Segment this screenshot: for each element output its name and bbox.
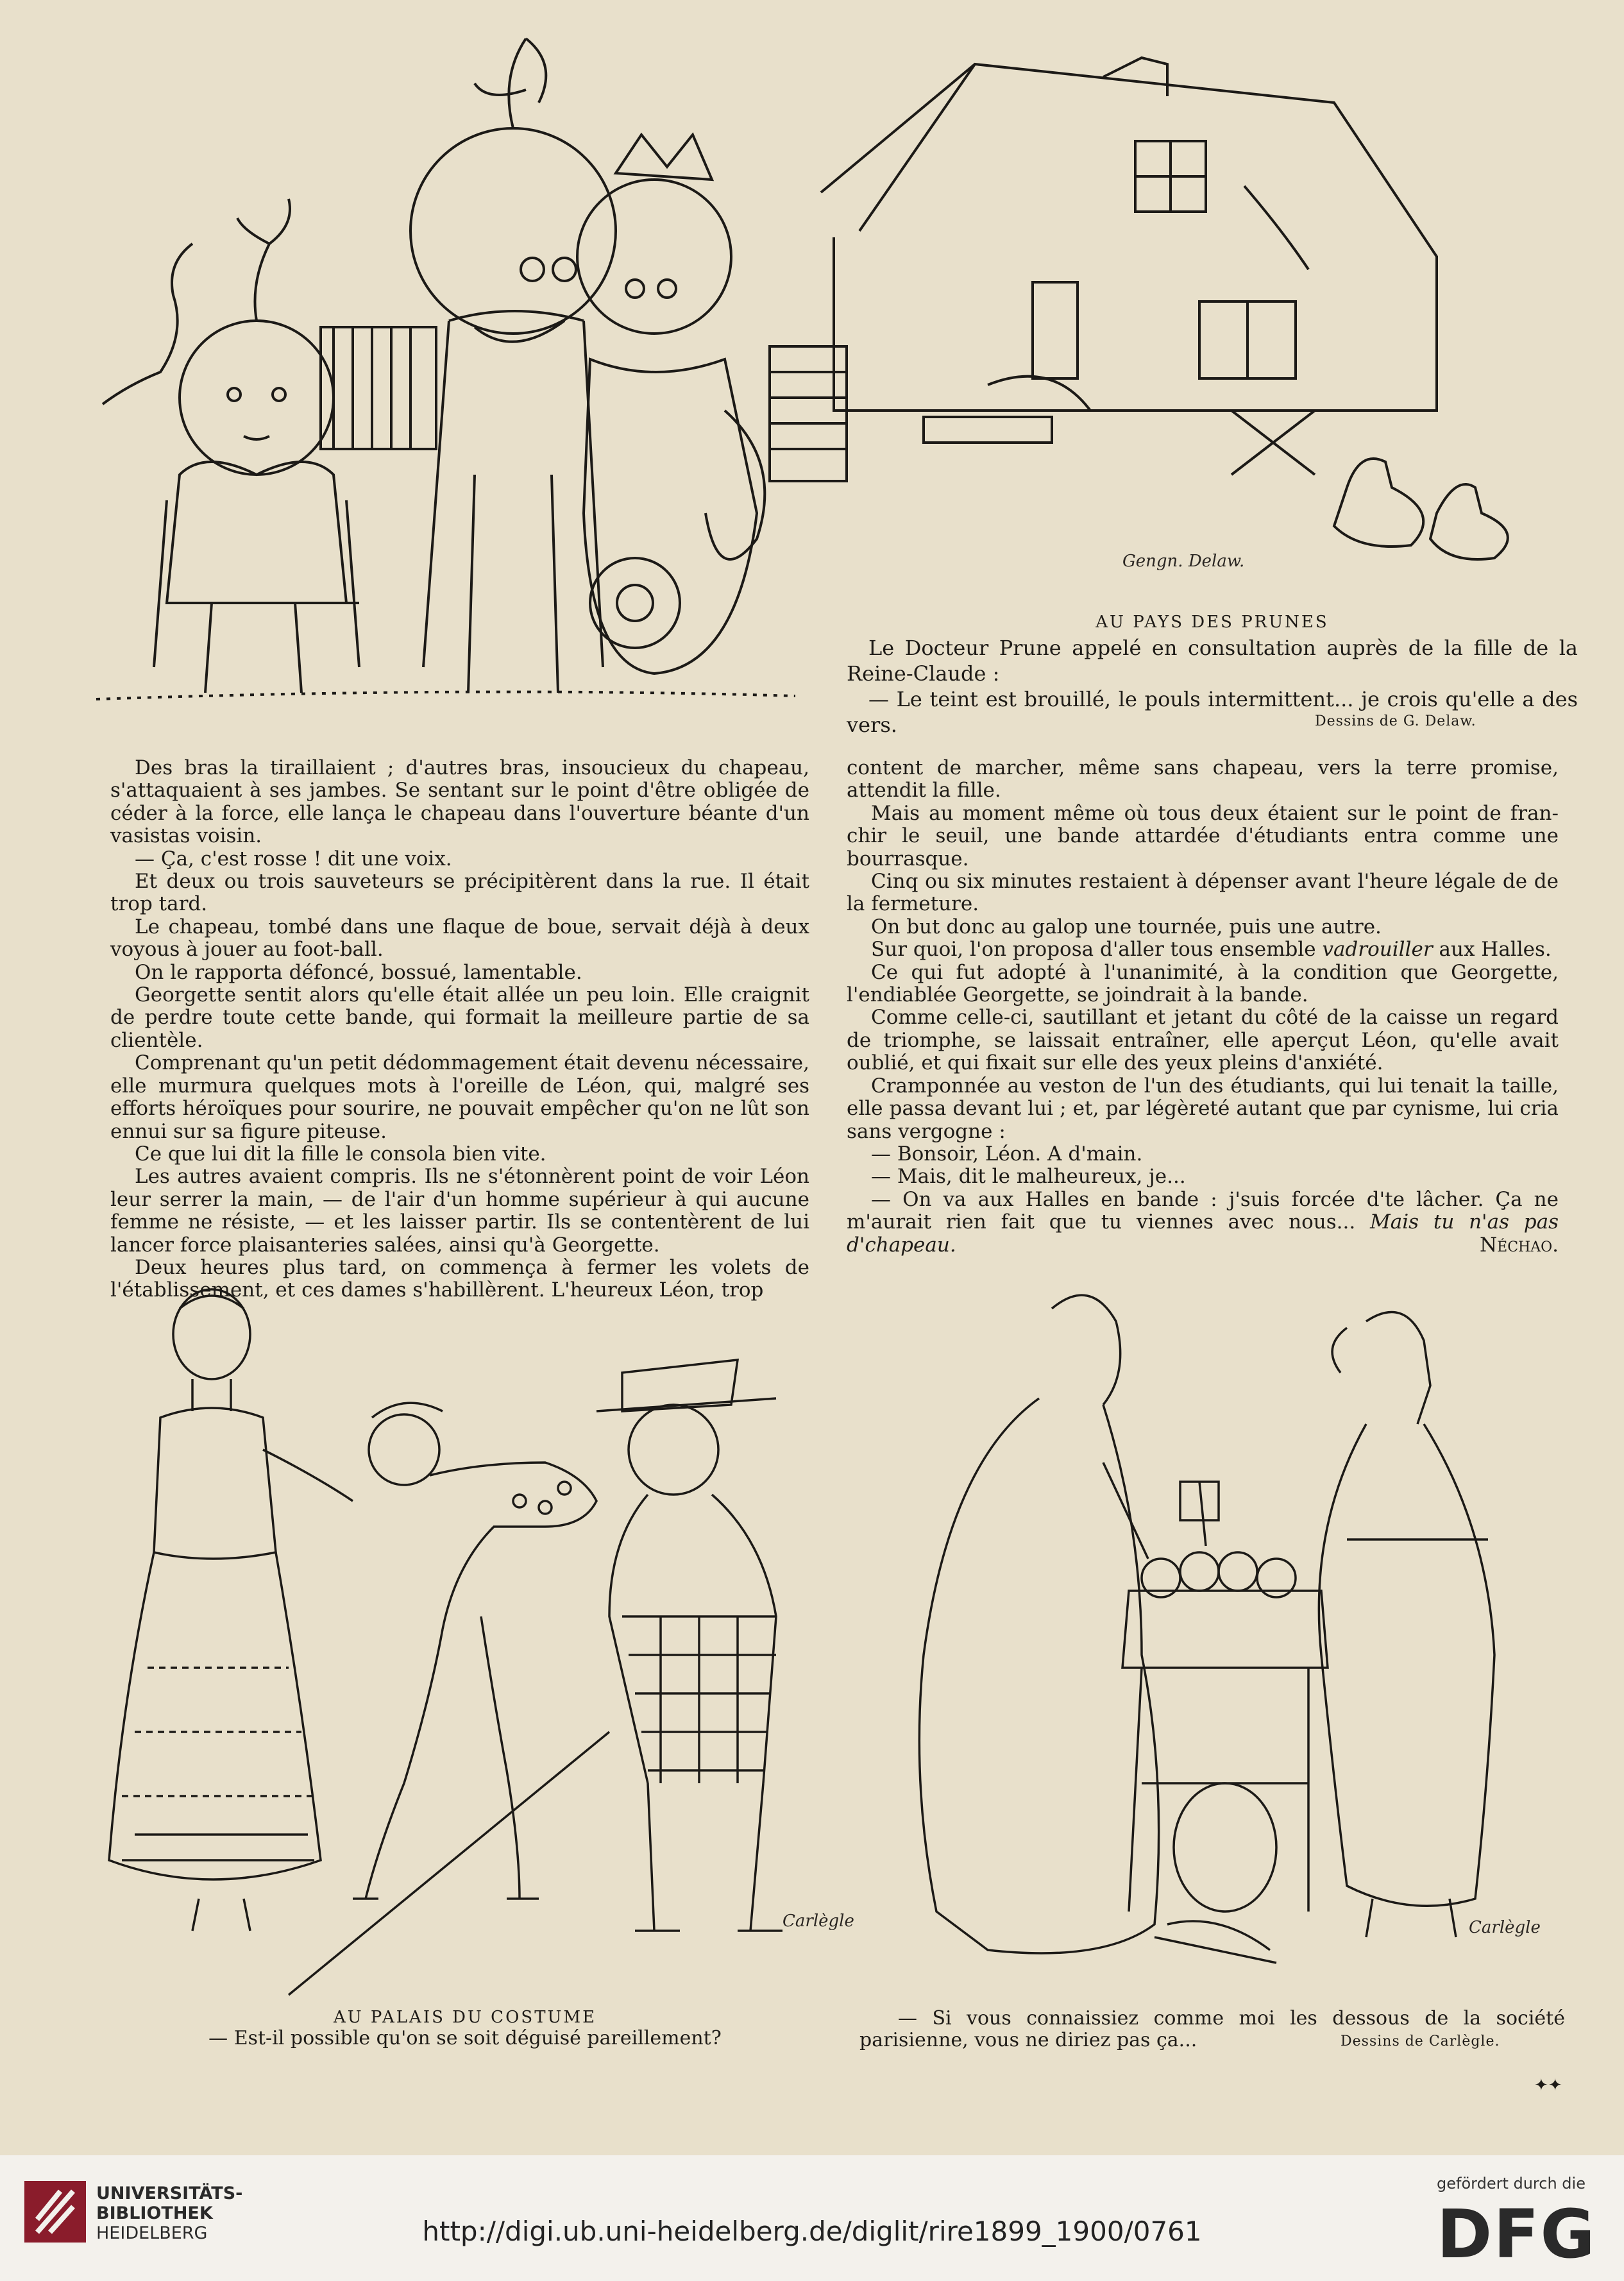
right-paragraph-last <box>847 1189 1559 1257</box>
document-url[interactable]: http://digi.ub.uni-heidelberg.de/diglit/rire1899_1900/0761 <box>422 2216 1202 2247</box>
left-paragraph: Le chapeau, tombé dans une flaque de boue, servait déjà à deux voyous à jouer au foot-ball. <box>110 915 809 962</box>
right-paragraph: Mais au moment même où tous deux étaient sur le point de franchir le seuil, une bande attardée d'étudiants entra comme une bourrasque. <box>847 801 1559 870</box>
right-paragraph: Comme celle-ci, sautillant et jetant du côté de la caisse un regard de triomphe, se laissait entraîner, elle aperçut Léon, qu'elle avait oublié, et qui fixait sur elle des yeux pleins d'anxiété. <box>847 1006 1559 1075</box>
top-illustration <box>90 26 1539 706</box>
last-paragraph-italic: Mais tu n'as pas d'chapeau. <box>847 1210 1559 1257</box>
left-paragraph: On le rapporta défoncé, bossué, lamentable. <box>135 960 582 984</box>
fruit-family-and-farmhouse-drawing <box>90 26 1539 706</box>
article-right-column <box>847 757 1559 1257</box>
left-paragraph: Comprenant qu'un petit dédommagement était devenu nécessaire, elle murmura quelques mots à l'oreille de Léon, qui, malgré ses efforts héroïques pour sourire, ne pouvait empêcher qu'on ne lût son ennui sur sa figure piteuse. <box>110 1051 809 1143</box>
right-paragraph: — Mais, dit le malheureux, je... <box>871 1165 1186 1189</box>
market-women-drawing <box>859 1270 1565 2001</box>
sur-quoi-italic: vadrouiller <box>1322 938 1433 962</box>
left-paragraph: Des bras la tiraillaient ; d'autres bras, insoucieux du chapeau, s'attaquaient à ses jambes. Se sentant sur le point d'être obligée de céder à la force, elle lança le chapeau dans l'ouverture béante d'un vasistas voisin. <box>110 756 809 848</box>
article-author: Néchao. <box>1480 1233 1559 1257</box>
left-paragraph: Les autres avaient compris. Ils ne s'étonnèrent point de voir Léon leur serrer la main, — de l'air d'un homme supérieur à qui aucune femme ne résiste, — et les laisser partir. Ils se contentèrent de lui lancer force plaisanteries salées, ainsi qu'à Georgette. <box>110 1165 809 1257</box>
sponsor-text: gefördert durch die <box>1437 2175 1586 2192</box>
top-caption-title: AU PAYS DES PRUNES <box>1095 613 1329 632</box>
left-paragraph: Et deux ou trois sauveteurs se précipitèrent dans la rue. Il était trop tard. <box>110 870 809 916</box>
bottom-left-caption-title: AU PALAIS DU COSTUME <box>333 2008 597 2027</box>
right-paragraph: — Bonsoir, Léon. A d'main. <box>871 1142 1143 1166</box>
top-caption-line-1: Le Docteur Prune appelé en consultation auprès de la fille de la Reine-Claude : <box>847 636 1578 686</box>
page-marks: ✦✦ <box>1534 2076 1562 2095</box>
left-paragraph: — Ça, c'est rosse ! dit une voix. <box>135 847 452 870</box>
bottom-right-illustration <box>859 1270 1565 2001</box>
bottom-right-caption: — Si vous connaissiez comme moi les dessous de la société parisienne, vous ne diriez pas ça... <box>859 2007 1565 2051</box>
dfg-logo: DFG <box>1437 2195 1596 2273</box>
library-line-3: HEIDELBERG <box>96 2223 208 2243</box>
costume-palace-drawing <box>96 1283 827 2001</box>
right-paragraph: Cinq ou six minutes restaient à dépenser avant l'heure légale de de la fermeture. <box>847 870 1559 916</box>
right-paragraph: Cramponnée au veston de l'un des étudiants, qui lui tenait la taille, elle passa devant lui ; et, par légèreté autant que par cynisme, lui cria sans vergogne : <box>847 1074 1559 1143</box>
bottom-right-signature: Carlègle <box>1469 1918 1541 1937</box>
right-paragraph-sur-quoi <box>847 938 1559 961</box>
last-paragraph-text: — On va aux Halles en bande : j'suis forcée d'te lâcher. Ça ne m'aurait rien fait que tu viennes avec nous... <box>847 1187 1559 1234</box>
top-caption-line-2: — Le teint est brouillé, le pouls intermittent... je crois qu'elle a des vers. <box>847 687 1578 737</box>
article-left-column <box>110 757 809 1302</box>
bottom-left-signature: Carlègle <box>782 1912 854 1931</box>
library-line-2: BIBLIOTHEK <box>96 2203 213 2223</box>
library-line-1: UNIVERSITÄTS- <box>96 2183 243 2203</box>
bottom-right-credit: Dessins de Carlègle. <box>1341 2033 1500 2049</box>
bottom-left-caption: — Est-il possible qu'on se soit déguisé pareillement? <box>208 2027 722 2049</box>
left-paragraph: Deux heures plus tard, on commença à fermer les volets de l'établissement, et ces dames s'habillèrent. L'heureux Léon, trop <box>110 1255 809 1302</box>
bottom-left-illustration <box>96 1283 827 2001</box>
sur-quoi-text: Sur quoi, l'on proposa d'aller tous ensemble <box>871 938 1323 962</box>
left-paragraph: Georgette sentit alors qu'elle était allée un peu loin. Elle craignit de perdre toute cette bande, qui formait la meilleure partie de sa clientèle. <box>110 983 809 1052</box>
sur-quoi-end: aux Halles. <box>1432 938 1552 962</box>
right-paragraph: Ce qui fut adopté à l'unanimité, à la condition que Georgette, l'endiablée Georgette, se joindrait à la bande. <box>847 960 1559 1007</box>
top-signature: Gengn. Delaw. <box>1122 552 1245 571</box>
top-credit: Dessins de G. Delaw. <box>1315 713 1476 729</box>
right-paragraph: content de marcher, même sans chapeau, vers la terre promise, attendit la fille. <box>847 756 1559 802</box>
left-paragraph: Ce que lui dit la fille le consola bien vite. <box>135 1142 546 1166</box>
right-paragraph: On but donc au galop une tournée, puis une autre. <box>871 915 1382 938</box>
